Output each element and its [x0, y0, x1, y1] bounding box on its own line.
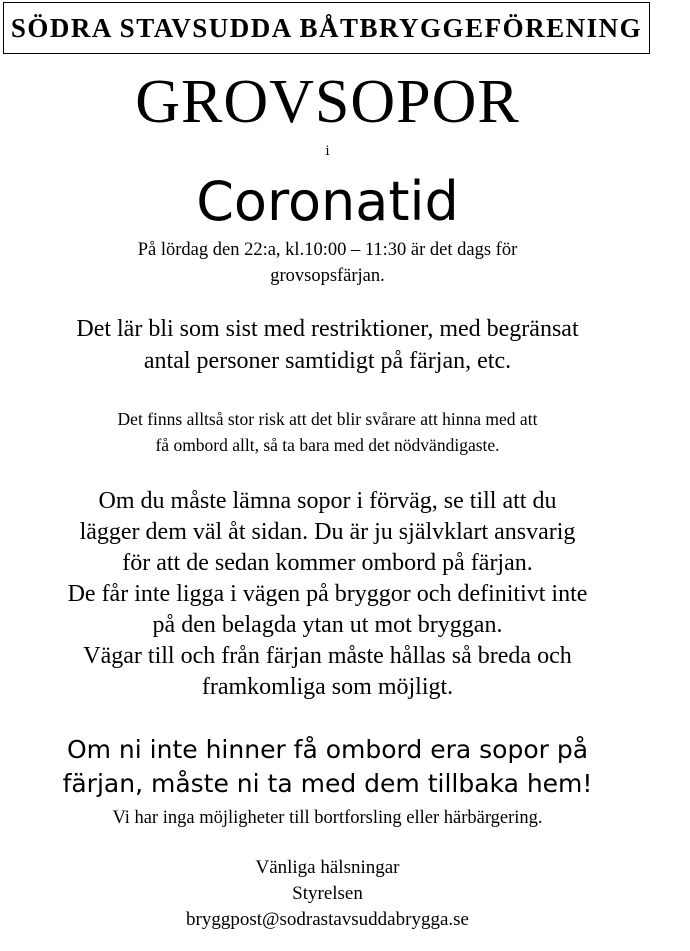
paragraph-line: Om du måste lämna sopor i förväg, se till att du — [98, 488, 557, 514]
take-home-warning — [0, 733, 655, 801]
warning-line: färjan, måste ni ta med dem tillbaka hem! — [62, 769, 593, 798]
paragraph-line: Det lär bli som sist med restriktioner, med begränsat — [76, 316, 579, 342]
signature: Styrelsen — [292, 883, 363, 904]
notice-subtitle: Coronatid — [196, 170, 459, 233]
warning-line: Om ni inte hinner få ombord era sopor på — [66, 735, 589, 764]
risk-paragraph — [0, 406, 655, 458]
paragraph-line: få ombord allt, så ta bara med det nödvändigaste. — [155, 435, 500, 455]
paragraph-line: framkomliga som möjligt. — [201, 674, 454, 700]
no-storage-note: Vi har inga möjligheter till bortforsling eller härbärgering. — [112, 808, 543, 828]
organization-header — [3, 2, 650, 54]
greeting: Vänliga hälsningar — [255, 857, 400, 878]
paragraph-line: lägger dem väl åt sidan. Du är ju självklart ansvarig — [79, 519, 576, 545]
notice-title: GROVSOPOR — [135, 68, 520, 136]
intro-line: På lördag den 22:a, kl.10:00 – 11:30 är det dags för — [137, 240, 518, 260]
paragraph-line: De får inte ligga i vägen på bryggor och definitivt inte — [67, 581, 588, 607]
advance-drop-paragraph — [0, 486, 655, 703]
paragraph-line: antal personer samtidigt på färjan, etc. — [143, 348, 512, 374]
title-connector: i — [325, 144, 330, 159]
restrictions-paragraph — [0, 313, 655, 377]
signoff — [0, 855, 655, 933]
organization-name: SÖDRA STAVSUDDA BÅTBRYGGEFÖRENING — [10, 12, 643, 43]
intro-paragraph — [0, 237, 655, 289]
intro-line: grovsopsfärjan. — [270, 266, 385, 286]
paragraph-line: för att de sedan kommer ombord på färjan. — [122, 550, 533, 576]
contact-email: bryggpost@sodrastavsuddabrygga.se — [186, 909, 469, 930]
paragraph-line: på den belagda ytan ut mot bryggan. — [152, 612, 503, 638]
paragraph-line: Det finns alltså stor risk att det blir svårare att hinna med att — [117, 409, 538, 429]
paragraph-line: Vägar till och från färjan måste hållas så breda och — [83, 643, 572, 669]
